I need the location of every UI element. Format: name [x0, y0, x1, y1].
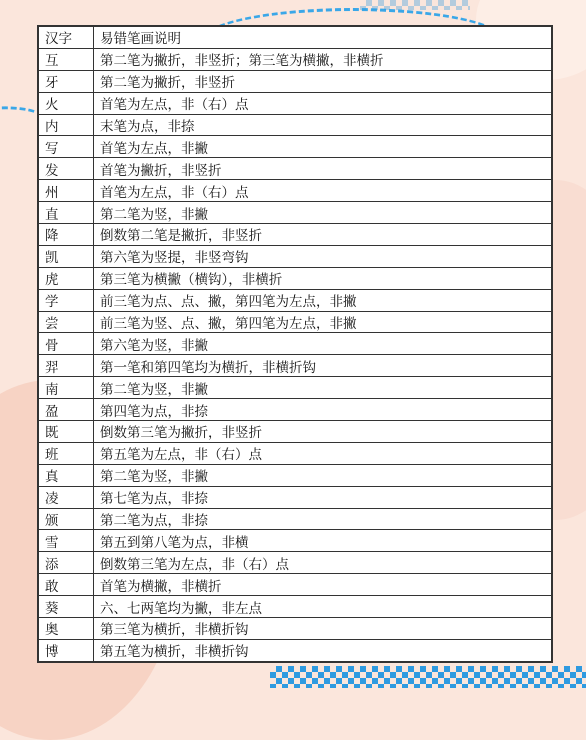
table-row — [39, 421, 552, 443]
description-cell: 第五笔为左点，非（右）点 — [94, 442, 552, 464]
description-cell: 首笔为左点，非（右）点 — [94, 92, 552, 114]
character-cell: 凯 — [39, 245, 94, 267]
table-row — [39, 311, 552, 333]
character-cell: 火 — [39, 92, 94, 114]
description-cell: 第五到第八笔为点，非横 — [94, 530, 552, 552]
description-cell: 第五笔为横折，非横折钩 — [94, 639, 552, 661]
table-row — [39, 92, 552, 114]
table-row — [39, 596, 552, 618]
decorative-checker-pattern — [360, 0, 470, 10]
table-row — [39, 245, 552, 267]
table-row — [39, 333, 552, 355]
character-cell: 写 — [39, 136, 94, 158]
table-row — [39, 158, 552, 180]
table-row — [39, 114, 552, 136]
table-row — [39, 202, 552, 224]
character-cell: 尝 — [39, 311, 94, 333]
character-cell: 凌 — [39, 486, 94, 508]
character-cell: 羿 — [39, 355, 94, 377]
description-cell: 前三笔为竖、点、撇，第四笔为左点，非撇 — [94, 311, 552, 333]
character-cell: 真 — [39, 464, 94, 486]
description-cell: 第四笔为点，非捺 — [94, 399, 552, 421]
description-cell: 倒数第二笔是撇折，非竖折 — [94, 224, 552, 246]
character-cell: 互 — [39, 48, 94, 70]
character-cell: 州 — [39, 180, 94, 202]
decorative-checker-pattern — [270, 666, 586, 688]
table-row — [39, 442, 552, 464]
header-description: 易错笔画说明 — [94, 27, 552, 49]
description-cell: 首笔为左点，非（右）点 — [94, 180, 552, 202]
character-cell: 班 — [39, 442, 94, 464]
header-character: 汉字 — [39, 27, 94, 49]
description-cell: 第六笔为竖，非撇 — [94, 333, 552, 355]
character-cell: 添 — [39, 552, 94, 574]
description-cell: 首笔为撇折，非竖折 — [94, 158, 552, 180]
table-row — [39, 552, 552, 574]
description-cell: 第三笔为横撇（横钩），非横折 — [94, 267, 552, 289]
character-cell: 颁 — [39, 508, 94, 530]
description-cell: 倒数第三笔为撇折，非竖折 — [94, 421, 552, 443]
table-row — [39, 267, 552, 289]
description-cell: 第二笔为竖，非撇 — [94, 202, 552, 224]
table-row — [39, 136, 552, 158]
table-row — [39, 399, 552, 421]
table-header-row — [39, 27, 552, 49]
table-row — [39, 618, 552, 640]
character-cell: 南 — [39, 377, 94, 399]
description-cell: 第三笔为横折，非横折钩 — [94, 618, 552, 640]
description-cell: 第二笔为竖，非撇 — [94, 377, 552, 399]
character-cell: 既 — [39, 421, 94, 443]
table-row — [39, 639, 552, 661]
character-cell: 雪 — [39, 530, 94, 552]
description-cell: 倒数第三笔为左点，非（右）点 — [94, 552, 552, 574]
character-cell: 敢 — [39, 574, 94, 596]
table-row — [39, 70, 552, 92]
table-row — [39, 224, 552, 246]
description-cell: 末笔为点，非捺 — [94, 114, 552, 136]
description-cell: 六、七两笔均为撇，非左点 — [94, 596, 552, 618]
table-row — [39, 508, 552, 530]
description-cell: 第七笔为点，非捺 — [94, 486, 552, 508]
character-cell: 发 — [39, 158, 94, 180]
character-cell: 葵 — [39, 596, 94, 618]
stroke-error-table — [37, 25, 553, 663]
character-cell: 降 — [39, 224, 94, 246]
table-row — [39, 574, 552, 596]
description-cell: 首笔为左点，非撇 — [94, 136, 552, 158]
description-cell: 第二笔为点，非捺 — [94, 508, 552, 530]
description-cell: 前三笔为点、点、撇，第四笔为左点，非撇 — [94, 289, 552, 311]
character-cell: 盈 — [39, 399, 94, 421]
character-cell: 牙 — [39, 70, 94, 92]
character-cell: 学 — [39, 289, 94, 311]
character-cell: 博 — [39, 639, 94, 661]
character-cell: 骨 — [39, 333, 94, 355]
table-row — [39, 48, 552, 70]
description-cell: 第二笔为撇折，非竖折 — [94, 70, 552, 92]
character-cell: 奥 — [39, 618, 94, 640]
table-row — [39, 464, 552, 486]
table-row — [39, 486, 552, 508]
description-cell: 第二笔为竖，非撇 — [94, 464, 552, 486]
table-row — [39, 289, 552, 311]
table-row — [39, 377, 552, 399]
character-cell: 内 — [39, 114, 94, 136]
table-row — [39, 180, 552, 202]
description-cell: 第六笔为竖提，非竖弯钩 — [94, 245, 552, 267]
table-row — [39, 355, 552, 377]
character-cell: 直 — [39, 202, 94, 224]
description-cell: 第二笔为撇折，非竖折；第三笔为横撇，非横折 — [94, 48, 552, 70]
table-row — [39, 530, 552, 552]
description-cell: 首笔为横撇，非横折 — [94, 574, 552, 596]
description-cell: 第一笔和第四笔均为横折，非横折钩 — [94, 355, 552, 377]
character-cell: 虎 — [39, 267, 94, 289]
